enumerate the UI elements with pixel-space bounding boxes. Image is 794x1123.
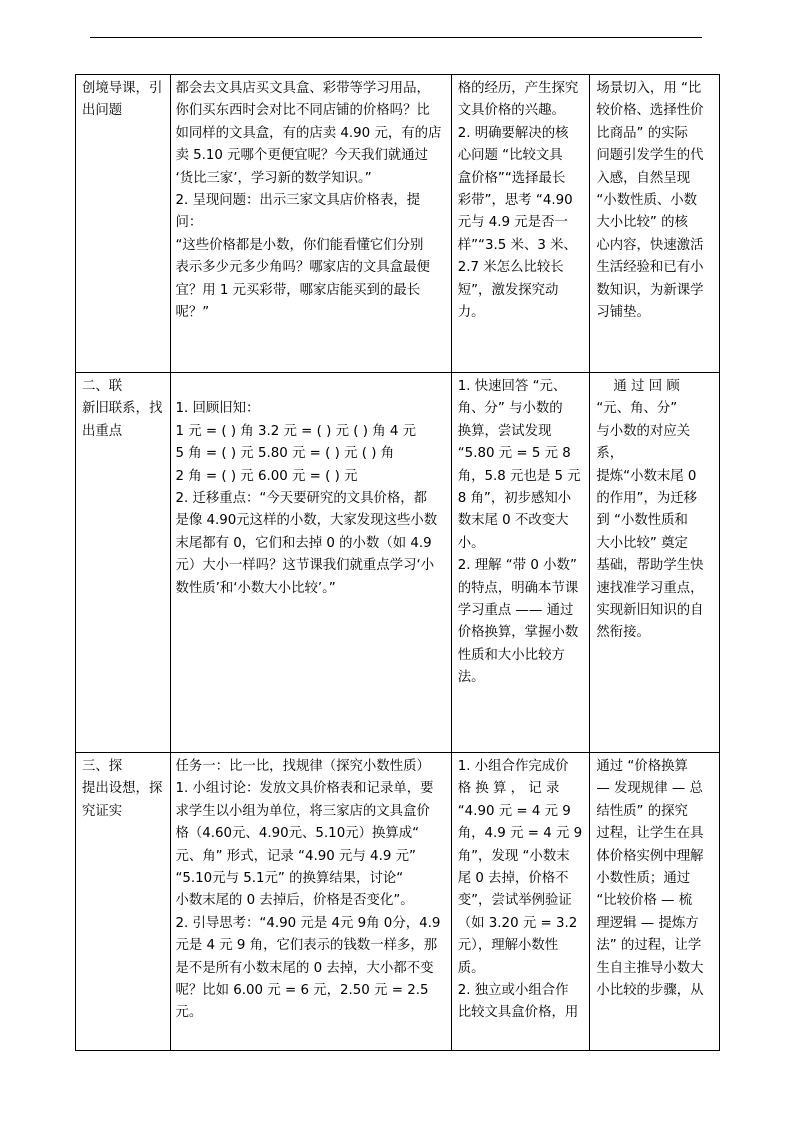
text-line: 1. 快速回答 “元、 bbox=[457, 379, 567, 394]
text-line: 2. 迁移重点：“今天要研究的文具价格，都 bbox=[175, 491, 428, 507]
text-line: 角，5.8 元也是 5 元 bbox=[457, 468, 581, 484]
text-line: 是像 4.90元这样的小数，大家发现这些小数 bbox=[175, 513, 438, 529]
teacher-activity-cell bbox=[171, 75, 451, 373]
text-line: 8 角”，初步感知小 bbox=[457, 491, 572, 507]
text-line: 的特点，明确本节课 bbox=[457, 580, 579, 596]
text-line: 彩带”，思考 “4.90 bbox=[457, 193, 573, 209]
text-line: “比较价格 — 梳 bbox=[596, 893, 693, 909]
text-line: — 发现规律 — 总 bbox=[596, 781, 703, 797]
text-line: 大小比较” 的核 bbox=[596, 215, 688, 231]
stage-line: 二、联 bbox=[82, 379, 123, 394]
text-line: 宜？用 1 元买彩带，哪家店能买到的最长 bbox=[175, 282, 421, 298]
text-line: 都会去文具店买文具盒、彩带等学习用品， bbox=[175, 81, 430, 96]
text-line: 1. 小组合作完成价 bbox=[457, 759, 569, 774]
stage-line: 出问题 bbox=[82, 103, 123, 119]
text-line: 问题引发学生的代 bbox=[596, 148, 704, 164]
stage-line: 提出设想，探 bbox=[82, 781, 163, 797]
text-line: 基础，帮助学生快 bbox=[596, 558, 704, 574]
text-line: 习铺垫。 bbox=[596, 305, 650, 321]
text-line: 价格换算，掌握小数 bbox=[457, 625, 579, 641]
student-activity-cell bbox=[451, 753, 590, 1051]
text-line: 生活经验和已有小 bbox=[596, 260, 704, 276]
text-line: 2. 独立或小组合作 bbox=[457, 983, 569, 999]
text-line: 1. 小组讨论：发放文具价格表和记录单，要 bbox=[175, 781, 434, 797]
text-line: 过程，让学生在具 bbox=[596, 826, 704, 842]
text-line: 生自主推导小数大 bbox=[596, 960, 704, 976]
text-line: 如同样的文具盒，有的店卖 4.90 元，有的店 bbox=[175, 125, 442, 141]
stage-line: 出重点 bbox=[82, 423, 123, 439]
design-intent-cell bbox=[590, 373, 720, 753]
text-line: 提炼“小数末尾 0 bbox=[596, 468, 697, 484]
text-line: 学习重点 —— 通过 bbox=[457, 603, 574, 619]
teacher-activity-cell bbox=[171, 373, 451, 753]
text-line: 盒价格”“选择最长 bbox=[457, 170, 566, 186]
text-line: 短”，激发探究动力。 bbox=[457, 282, 559, 321]
text-line: 卖 5.10 元哪个更便宜呢？今天我们就通过 bbox=[175, 148, 429, 164]
text-line: 小比较的步骤，从 bbox=[596, 983, 704, 999]
text-line: 样”“3.5 米、3 米、 bbox=[457, 237, 577, 253]
text-line: 小数末尾的 0 去掉后，价格是否变化”。 bbox=[175, 893, 414, 909]
text-line: 结性质” 的探究 bbox=[596, 803, 688, 819]
stage-line: 创境导课，引 bbox=[82, 81, 163, 96]
text-line: 角，4.9 元 = 4 元 9 bbox=[457, 826, 583, 842]
text-line bbox=[175, 376, 445, 398]
text-line: 通 过 回 顾 bbox=[596, 379, 680, 394]
text-line: 到 “小数性质和 bbox=[596, 513, 688, 529]
text-line: 2. 明确要解决的核 bbox=[457, 125, 569, 141]
text-line: （如 3.20 元 = 3.2 bbox=[457, 915, 578, 931]
stage-cell bbox=[76, 75, 171, 373]
text-line: 心内容，快速激活 bbox=[596, 237, 704, 253]
student-activity-cell bbox=[451, 75, 590, 373]
text-line: 理逻辑 — 提炼方 bbox=[596, 915, 699, 931]
text-line: 你们买东西时会对比不同店铺的价格吗？比 bbox=[175, 103, 430, 119]
text-line: 变”，尝试举例验证 bbox=[457, 893, 572, 909]
text-line: 格（4.60元、4.90元、5.10元）换算成“ bbox=[175, 826, 420, 842]
stage-line: 新旧联系，找 bbox=[82, 401, 163, 417]
text-line: 然衔接。 bbox=[596, 625, 650, 641]
text-line: 格 换 算 ， 记 录 bbox=[457, 781, 560, 797]
text-line: 尾 0 去掉，价格不 bbox=[457, 871, 569, 887]
text-line: 速找准学习重点， bbox=[596, 580, 704, 596]
text-line: 法。 bbox=[457, 670, 485, 686]
text-line: 文具价格的兴趣。 bbox=[457, 103, 565, 119]
text-line: 小。 bbox=[457, 535, 485, 551]
text-line: 性质和大小比较方 bbox=[457, 647, 565, 663]
table-row bbox=[76, 75, 720, 373]
table-row bbox=[76, 373, 720, 753]
text-line: 格的经历，产生探究 bbox=[457, 81, 579, 96]
stage-cell bbox=[76, 373, 171, 753]
text-line: 元是 4 元 9 角，它们表示的钱数一样多，那 bbox=[175, 938, 438, 954]
text-line: 1 元 = ( ) 角 3.2 元 = ( ) 元 ( ) 角 4 元 bbox=[175, 423, 417, 439]
text-line: “小数性质、小数 bbox=[596, 193, 698, 209]
student-activity-cell bbox=[451, 373, 590, 753]
text-line: 2.7 米怎么比较长 bbox=[457, 260, 564, 276]
text-line: 元）大小一样吗？这节课我们就重点学习‘小 bbox=[175, 558, 435, 574]
header-rule bbox=[90, 37, 702, 38]
table-row bbox=[76, 753, 720, 1051]
text-line: 通过 “价格换算 bbox=[596, 759, 688, 774]
text-line: 小数性质；通过 bbox=[596, 871, 691, 887]
lesson-plan-table bbox=[75, 74, 720, 1051]
text-line: 求学生以小组为单位，将三家店的文具盒价 bbox=[175, 803, 430, 819]
design-intent-cell bbox=[590, 753, 720, 1051]
text-line: 2. 引导思考：“4.90 元是 4元 9角 0分，4.9 bbox=[175, 915, 441, 931]
stage-line: 究证实 bbox=[82, 803, 123, 819]
text-line: 呢？比如 6.00 元 = 6 元，2.50 元 = 2.5 元。 bbox=[175, 983, 429, 1021]
text-line: 与小数的对应关系， bbox=[596, 423, 691, 462]
text-line: 2. 理解 “带 0 小数” bbox=[457, 558, 577, 574]
text-line: 大小比较” 奠定 bbox=[596, 535, 688, 551]
text-line: 元），理解小数性质。 bbox=[457, 938, 559, 976]
text-line: 体价格实例中理解 bbox=[596, 848, 704, 864]
text-line: 数末尾 0 不改变大 bbox=[457, 513, 569, 529]
text-line: 数性质’和‘小数大小比较’。” bbox=[175, 580, 336, 596]
text-line: 呢？” bbox=[175, 305, 210, 321]
teacher-activity-cell bbox=[171, 753, 451, 1051]
text-line: “5.10元与 5.1元” 的换算结果，讨论“ bbox=[175, 871, 404, 887]
text-line: 元、角” 形式，记录 “4.90 元与 4.9 元” bbox=[175, 848, 416, 864]
text-line: 法” 的过程，让学 bbox=[596, 938, 702, 954]
text-line: 入感，自然呈现 bbox=[596, 170, 691, 186]
text-line: 任务一：比一比，找规律（探究小数性质） bbox=[175, 759, 430, 774]
text-line: ‘货比三家’，学习新的数学知识。” bbox=[175, 170, 372, 186]
text-line: 实现新旧知识的自 bbox=[596, 603, 704, 619]
text-line: 末尾都有 0，它们和去掉 0 的小数（如 4.9 bbox=[175, 535, 432, 551]
text-line: 数知识，为新课学 bbox=[596, 282, 704, 298]
text-line: 5 角 = ( ) 元 5.80 元 = ( ) 元 ( ) 角 bbox=[175, 446, 395, 462]
text-line: 换算，尝试发现 bbox=[457, 423, 552, 439]
text-line: 比较文具盒价格，用 bbox=[457, 1005, 579, 1021]
text-line: 角”，发现 “小数末 bbox=[457, 848, 570, 864]
text-line: 的作用”，为迁移 bbox=[596, 491, 698, 507]
text-line: 心问题 “比较文具 bbox=[457, 148, 563, 164]
text-line: 场景切入，用 “比 bbox=[596, 81, 702, 96]
text-line: 角、分” 与小数的 bbox=[457, 401, 563, 417]
text-line: “元、角、分” bbox=[596, 401, 678, 417]
text-line: “4.90 元 = 4 元 9 bbox=[457, 803, 571, 819]
stage-cell bbox=[76, 753, 171, 1051]
text-line: 比商品” 的实际 bbox=[596, 125, 688, 141]
text-line: 元与 4.9 元是否一 bbox=[457, 215, 568, 231]
stage-line: 三、探 bbox=[82, 759, 123, 774]
text-line: “5.80 元 = 5 元 8 bbox=[457, 446, 571, 462]
text-line: 是不是所有小数末尾的 0 去掉，大小都不变 bbox=[175, 960, 434, 976]
text-line: 2 角 = ( ) 元 6.00 元 = ( ) 元 bbox=[175, 468, 358, 484]
text-line: 1. 回顾旧知： bbox=[175, 401, 260, 417]
text-line: 较价格、选择性价 bbox=[596, 103, 704, 119]
text-line: “这些价格都是小数，你们能看懂它们分别 bbox=[175, 237, 424, 253]
text-line: 2. 呈现问题：出示三家文具店价格表，提问： bbox=[175, 193, 421, 231]
design-intent-cell bbox=[590, 75, 720, 373]
text-line: 表示多少元多少角吗？哪家店的文具盒最便 bbox=[175, 260, 430, 276]
